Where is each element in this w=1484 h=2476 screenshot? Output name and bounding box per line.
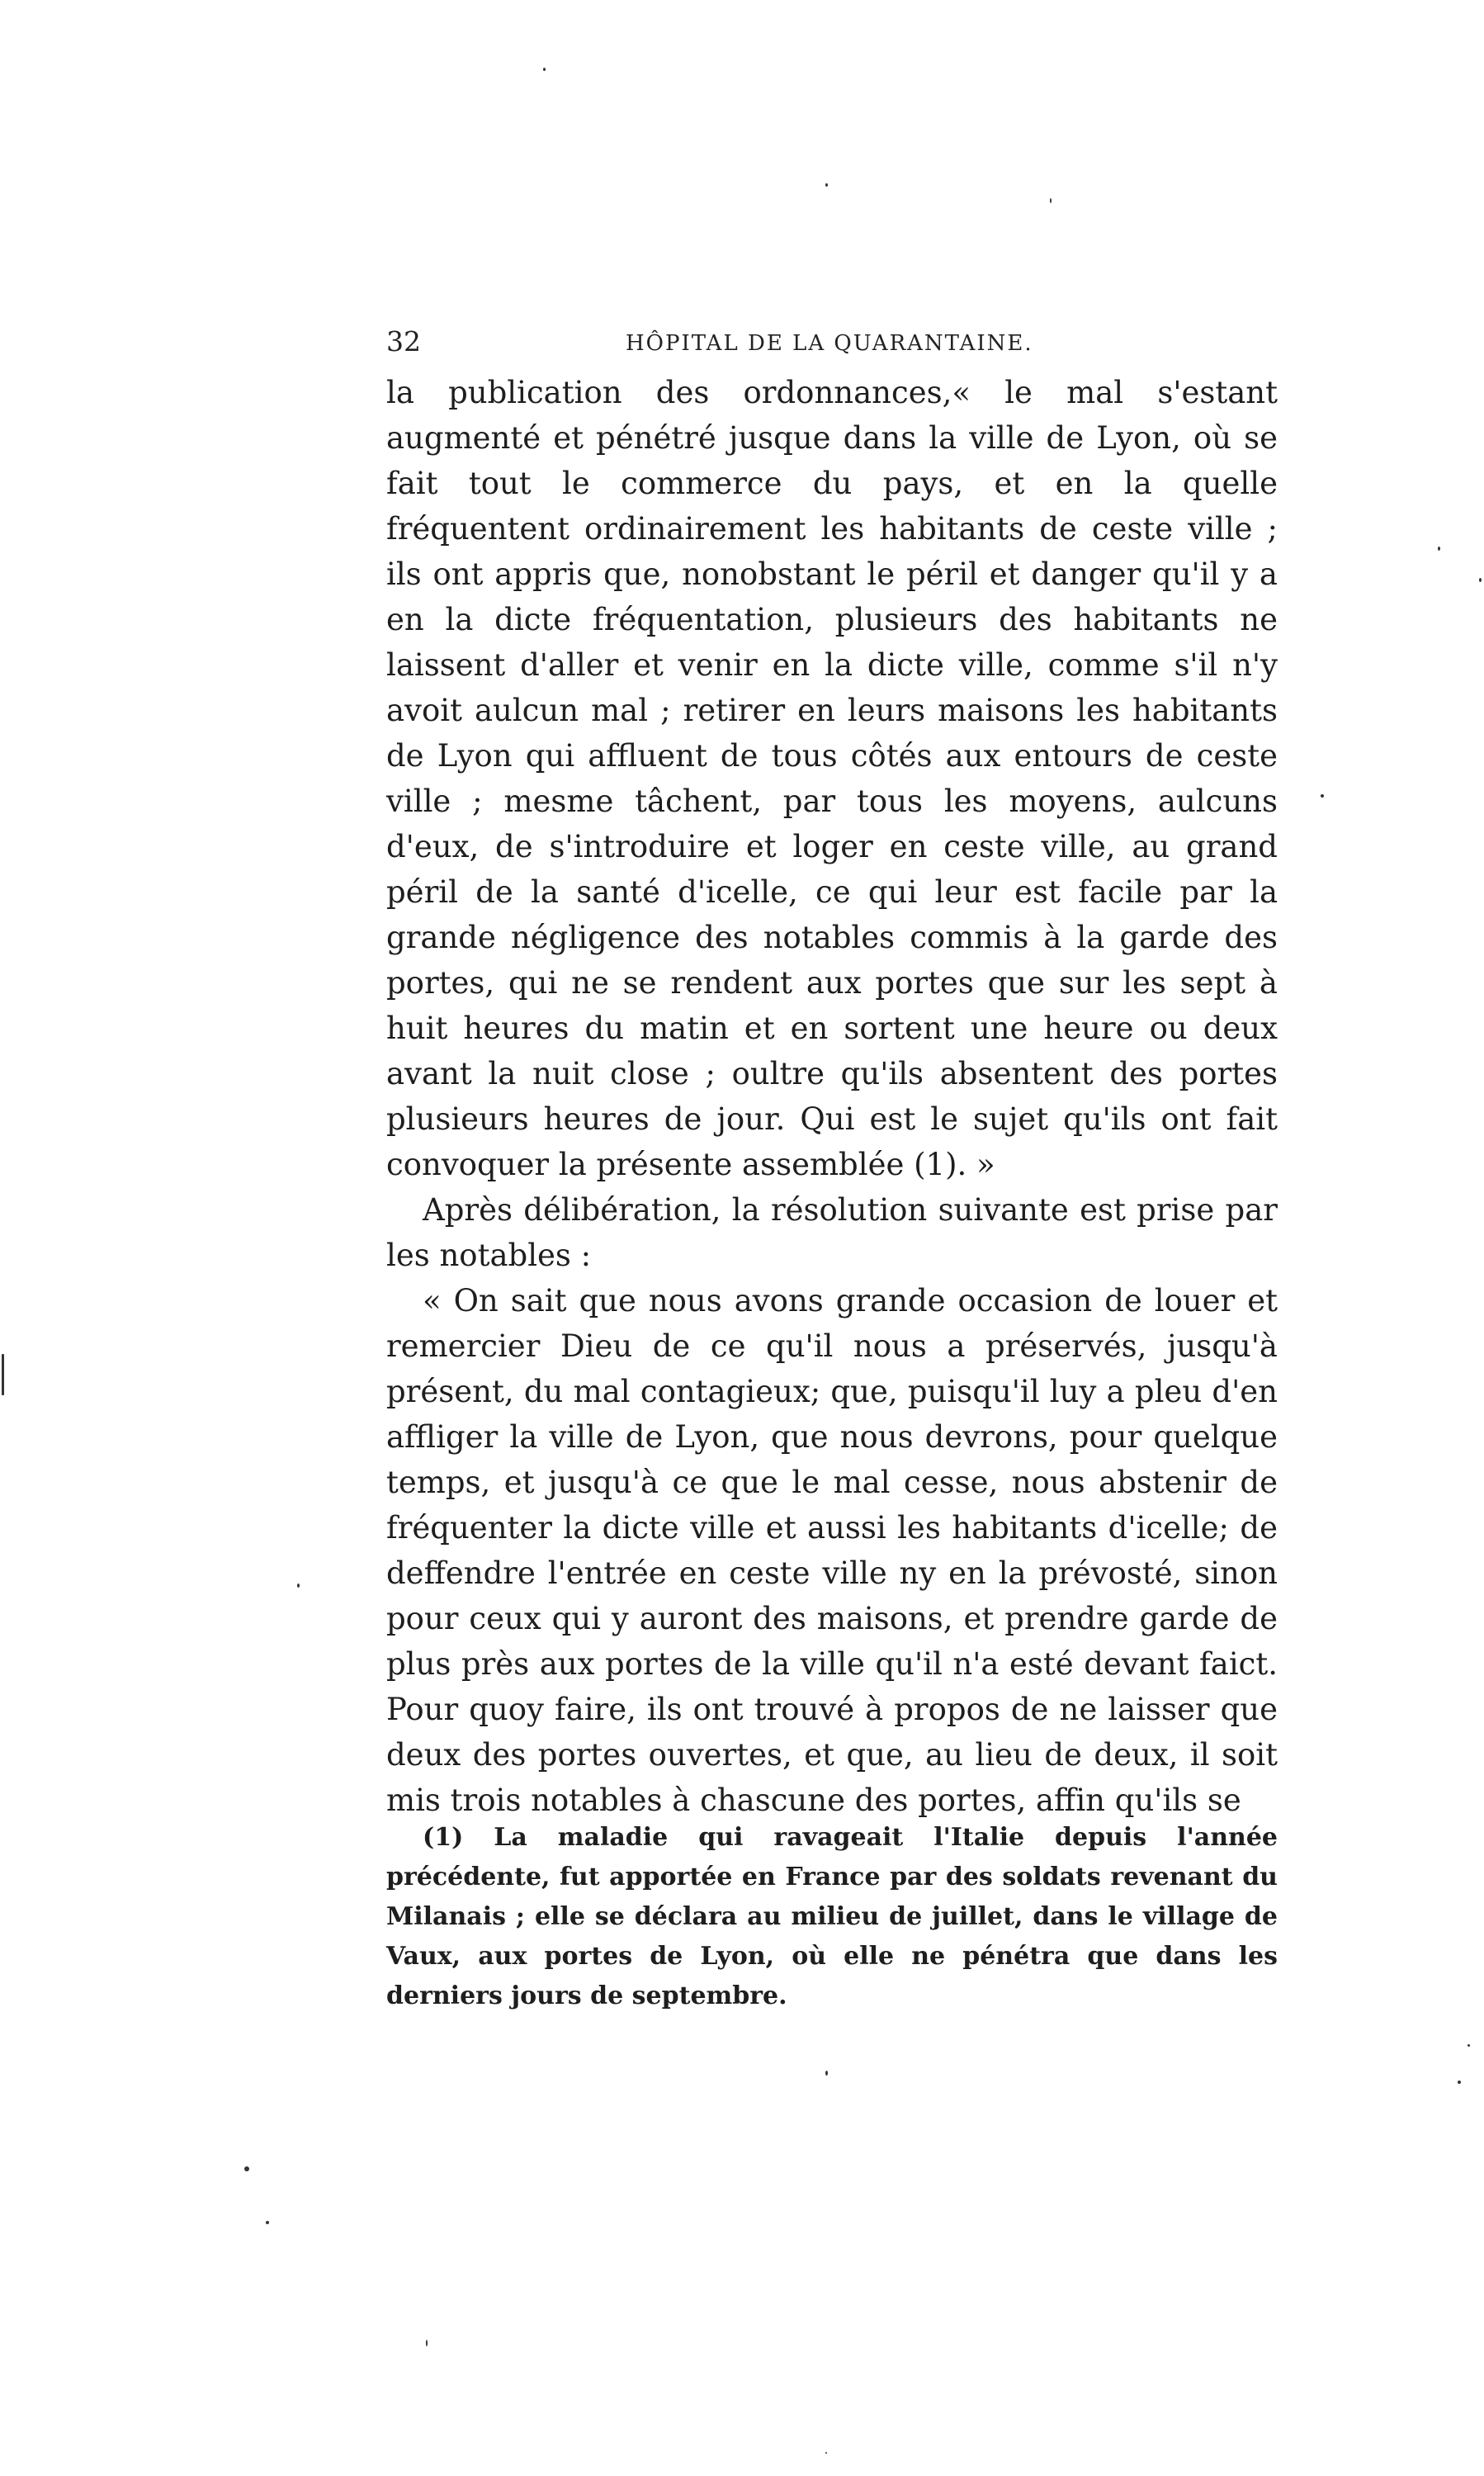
scan-speck (244, 2166, 249, 2171)
scan-speck (1321, 794, 1324, 798)
scan-speck (2, 1354, 4, 1395)
scan-speck (266, 2221, 269, 2224)
footnote-text: (1) La maladie qui ravageait l'Italie depuis l'année précédente, fut apportée en France par des soldats revenant du Milanais ; elle se déclara au milieu de juillet, dans le village de Vaux, aux portes de Lyon, où elle ne pénétra que dans les derniers jours de septembre. (386, 1823, 1278, 2010)
scan-speck (426, 2340, 428, 2346)
scan-speck (825, 2071, 828, 2076)
scan-speck (825, 2452, 827, 2454)
running-title: HÔPITAL DE LA QUARANTAINE. (626, 331, 1033, 356)
paragraph-resolution: « On sait que nous avons grande occasion de louer et remercier Dieu de ce qu'il nous a préservés, jusqu'à présent, du mal contagieux; que, puisqu'il luy a pleu d'en affliger la ville de Lyon, que nous devrons, pour quelque temps, et jusqu'à ce que le mal cesse, nous abstenir de fréquenter la dicte ville et aussi les habitants d'icelle; de deffendre l'entrée en ceste ville ny en la prévosté, sinon pour ceux qui y auront des maisons, et prendre garde de plus près aux portes de la ville qu'il n'a esté devant faict. Pour quoy faire, ils ont trouvé à propos de ne laisser que deux des portes ouvertes, et que, au lieu de deux, il soit mis trois notables à chascune des portes, affin qu'ils se (386, 1283, 1278, 1818)
page-number: 32 (386, 325, 421, 357)
scan-speck (297, 1584, 300, 1588)
scan-speck (1438, 547, 1440, 551)
scan-speck (1458, 2081, 1461, 2084)
footnote (386, 1818, 1278, 2016)
paragraph-continuation: la publication des ordonnances,« le mal s'estant augmenté et pénétré jusque dans la ville de Lyon, où se fait tout le commerce du pays, et en la quelle fréquentent ordinairement les habitants de ceste ville ; ils ont appris que, nonobstant le péril et danger qu'il y a en la dicte fréquentation, plusieurs des habitants ne laissent d'aller et venir en la dicte ville, comme s'il n'y avoit aulcun mal ; retirer en leurs maisons les habitants de Lyon qui affluent de tous côtés aux entours de ceste ville ; mesme tâchent, par tous les moyens, aulcuns d'eux, de s'introduire et loger en ceste ville, au grand péril de la santé d'icelle, ce qui leur est facile par la grande négligence des notables commis à la garde des portes, qui ne se rendent aux portes que sur les sept à huit heures du matin et en sortent une heure ou deux avant la nuit close ; oultre qu'ils absentent des portes plusieurs heures de jour. Qui est le sujet qu'ils ont fait convoquer la présente assemblée (1). » (386, 375, 1278, 1182)
scan-speck (1467, 2044, 1470, 2047)
running-header (386, 325, 1278, 358)
scan-speck (543, 68, 546, 71)
scan-speck (1050, 198, 1052, 203)
scan-speck (825, 183, 828, 187)
scan-speck (1479, 578, 1482, 582)
paragraph-deliberation: Après délibération, la résolution suivante est prise par les notables : (386, 1192, 1278, 1273)
main-text (386, 370, 1278, 1823)
